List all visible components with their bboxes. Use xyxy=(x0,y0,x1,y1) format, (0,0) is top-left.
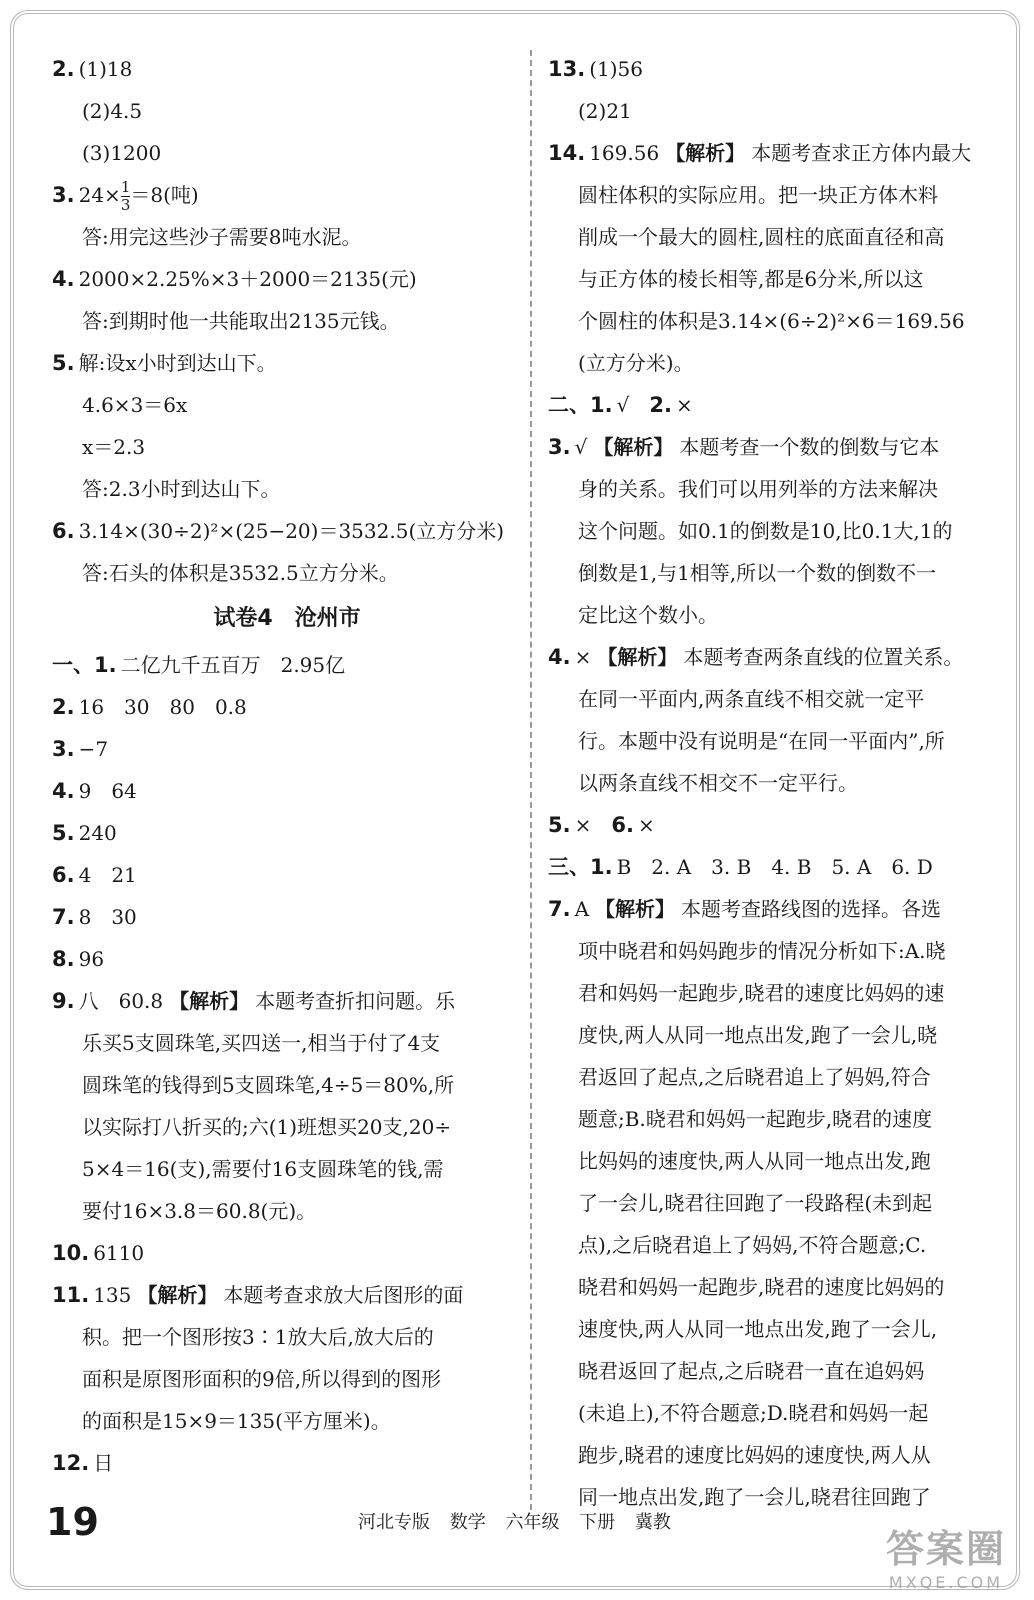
analysis-text: 本题考查求正方体内最大 xyxy=(751,141,972,165)
column-divider xyxy=(530,50,532,1510)
answer-line xyxy=(548,846,1008,888)
question-number: 7. xyxy=(548,897,571,921)
answer-text: × xyxy=(574,813,612,837)
answer-line xyxy=(548,552,1008,594)
answer-line xyxy=(548,1182,1008,1224)
answer-text: (立方分米)。 xyxy=(578,351,694,375)
question-number: 6. xyxy=(611,813,634,837)
answer-text: (2)4.5 xyxy=(82,99,143,123)
question-number: 4. xyxy=(52,779,75,803)
answer-text: 答:到期时他一共能取出2135元钱。 xyxy=(82,309,400,333)
question-number: 9. xyxy=(52,989,75,1013)
answer-line xyxy=(548,426,1008,468)
answer-text: 8 30 xyxy=(78,905,137,929)
answer-line xyxy=(548,1140,1008,1182)
answer-line xyxy=(52,174,522,216)
answer-line xyxy=(52,812,522,854)
answer-text: 倒数是1,与1相等,所以一个数的倒数不一 xyxy=(578,561,937,585)
answer-line xyxy=(52,1106,522,1148)
answer-line xyxy=(548,762,1008,804)
answer-text: 与正方体的棱长相等,都是6分米,所以这 xyxy=(578,267,924,291)
answer-text: 4 21 xyxy=(78,863,137,887)
answer-text: 速度快,两人从同一地点出发,跑了一会儿, xyxy=(578,1317,938,1341)
answer-line xyxy=(548,300,1008,342)
answer-line xyxy=(548,678,1008,720)
question-number: 6. xyxy=(52,863,75,887)
answer-line xyxy=(548,972,1008,1014)
analysis-text: 本题考查两条直线的位置关系。 xyxy=(683,645,964,669)
footer-text: 河北专版 数学 六年级 下册 冀教 xyxy=(358,1512,671,1533)
answer-line xyxy=(52,980,522,1022)
answer-text: √ xyxy=(574,435,588,459)
answer-text: 要付16×3.8＝60.8(元)。 xyxy=(82,1199,317,1223)
question-number: 2. xyxy=(52,695,75,719)
answer-line xyxy=(52,342,522,384)
answer-line xyxy=(52,1232,522,1274)
answer-line xyxy=(548,1392,1008,1434)
question-number: 2. xyxy=(649,393,672,417)
answer-text: 面积是原图形面积的9倍,所以得到的图形 xyxy=(82,1367,442,1391)
answer-text: 了一会儿,晓君往回跑了一段路程(未到起 xyxy=(578,1191,933,1215)
answer-text: 240 xyxy=(78,821,117,845)
answer-line xyxy=(548,468,1008,510)
answer-text: 削成一个最大的圆柱,圆柱的底面直径和高 xyxy=(578,225,945,249)
answer-line xyxy=(52,216,522,258)
question-number: 12. xyxy=(52,1451,90,1475)
answer-line xyxy=(548,636,1008,678)
answer-line xyxy=(52,300,522,342)
answer-line xyxy=(548,342,1008,384)
answer-text: 题意;B.晓君和妈妈一起跑步,晓君的速度 xyxy=(578,1107,933,1131)
watermark-url: MXQE.COM xyxy=(888,1573,1004,1592)
answer-text: 16 30 80 0.8 xyxy=(78,695,247,719)
answer-line xyxy=(548,1308,1008,1350)
question-number: 4. xyxy=(548,645,571,669)
answer-line xyxy=(548,48,1008,90)
answer-text: 4.6×3＝6x xyxy=(82,393,188,417)
answer-text: 点),之后晓君追上了妈妈,不符合题意;C. xyxy=(578,1233,927,1257)
answer-text: 答:石头的体积是3532.5立方分米。 xyxy=(82,561,399,585)
answer-line xyxy=(548,1224,1008,1266)
answer-line xyxy=(52,48,522,90)
answer-text: (1)56 xyxy=(589,57,643,81)
answer-line xyxy=(548,804,1008,846)
question-number: 5. xyxy=(548,813,571,837)
answer-text: A xyxy=(574,897,590,921)
question-number: 3. xyxy=(52,183,75,207)
answer-line xyxy=(52,90,522,132)
answer-line xyxy=(548,384,1008,426)
question-number: 5. xyxy=(52,351,75,375)
answer-line xyxy=(52,1148,522,1190)
answer-text: 9 64 xyxy=(78,779,137,803)
answer-line xyxy=(548,888,1008,930)
answer-text: B 2. A 3. B 4. B 5. A 6. D xyxy=(616,855,933,879)
answer-line xyxy=(52,770,522,812)
answer-text: (未追上),不符合题意;D.晓君和妈妈一起 xyxy=(578,1401,929,1425)
answer-text: 晓君返回了起点,之后晓君一直在追妈妈 xyxy=(578,1359,925,1383)
analysis-text: 本题考查路线图的选择。各选 xyxy=(681,897,942,921)
answer-line xyxy=(52,938,522,980)
answer-line xyxy=(52,1442,522,1484)
answer-text: 同一地点出发,跑了一会儿,晓君往回跑了 xyxy=(578,1485,931,1509)
answer-text: 圆珠笔的钱得到5支圆珠笔,4÷5＝80%,所 xyxy=(82,1073,455,1097)
answer-line xyxy=(548,90,1008,132)
answer-text: 答:用完这些沙子需要8吨水泥。 xyxy=(82,225,362,249)
answer-text: 跑步,晓君的速度比妈妈的速度快,两人从 xyxy=(578,1443,931,1467)
answer-text: 日 xyxy=(93,1451,114,1475)
question-number: 2. xyxy=(52,57,75,81)
answer-line xyxy=(52,258,522,300)
answer-text: 5×4＝16(支),需要付16支圆珠笔的钱,需 xyxy=(82,1157,444,1181)
answer-line xyxy=(548,594,1008,636)
answer-text: (3)1200 xyxy=(82,141,162,165)
answer-line xyxy=(548,216,1008,258)
answer-line xyxy=(52,468,522,510)
watermark xyxy=(886,1518,1006,1592)
answer-text: 3.14×(30÷2)²×(25−20)＝3532.5(立方分米) xyxy=(78,519,505,543)
answer-text: 169.56 xyxy=(589,141,660,165)
answer-line xyxy=(52,132,522,174)
answer-line xyxy=(52,1400,522,1442)
answer-text: 定比这个数小。 xyxy=(578,603,718,627)
answer-line xyxy=(548,1434,1008,1476)
question-number: 11. xyxy=(52,1283,90,1307)
answer-line xyxy=(52,510,522,552)
answer-text: 项中晓君和妈妈跑步的情况分析如下:A.晓 xyxy=(578,939,946,963)
answer-line xyxy=(52,1316,522,1358)
answer-text: 身的关系。我们可以用列举的方法来解决 xyxy=(578,477,938,501)
answer-text: 这个问题。如0.1的倒数是10,比0.1大,1的 xyxy=(578,519,953,543)
question-number: 3. xyxy=(548,435,571,459)
answer-line xyxy=(52,686,522,728)
answer-line xyxy=(52,1274,522,1316)
formula-text: ＝8(吨) xyxy=(130,183,199,207)
answer-text: 2000×2.25%×3＋2000＝2135(元) xyxy=(78,267,417,291)
analysis-tag: 【解析】 xyxy=(593,435,674,459)
answer-line xyxy=(548,720,1008,762)
answer-line xyxy=(52,728,522,770)
answer-line xyxy=(52,426,522,468)
analysis-tag: 【解析】 xyxy=(169,989,250,1013)
answer-text: 君返回了起点,之后晓君追上了妈妈,符合 xyxy=(578,1065,931,1089)
answer-line xyxy=(52,384,522,426)
analysis-text: 本题考查折扣问题。乐 xyxy=(255,989,456,1013)
answer-text: 答:2.3小时到达山下。 xyxy=(82,477,281,501)
fraction-denominator: 3 xyxy=(120,196,131,214)
answer-line xyxy=(548,1266,1008,1308)
answer-text: 乐买5支圆珠笔,买四送一,相当于付了4支 xyxy=(82,1031,441,1055)
answer-text: 135 xyxy=(93,1283,132,1307)
answer-text: × xyxy=(574,645,592,669)
answer-text: 个圆柱的体积是3.14×(6÷2)²×6＝169.56 xyxy=(578,309,965,333)
answer-text: 度快,两人从同一地点出发,跑了一会儿,晓 xyxy=(578,1023,938,1047)
answer-text: 以实际打八折买的;六(1)班想买20支,20÷ xyxy=(82,1115,452,1139)
answer-text: 在同一平面内,两条直线不相交就一定平 xyxy=(578,687,925,711)
answer-line xyxy=(548,930,1008,972)
analysis-text: 本题考查一个数的倒数与它本 xyxy=(679,435,940,459)
analysis-tag: 【解析】 xyxy=(595,897,676,921)
question-number: 7. xyxy=(52,905,75,929)
answer-text: × xyxy=(637,813,655,837)
answer-text: 以两条直线不相交不一定平行。 xyxy=(578,771,858,795)
question-number: 10. xyxy=(52,1241,90,1265)
answer-text: 比妈妈的速度快,两人从同一地点出发,跑 xyxy=(578,1149,931,1173)
fraction-numerator: 1 xyxy=(120,178,131,196)
analysis-tag: 【解析】 xyxy=(597,645,678,669)
answer-text: 晓君和妈妈一起跑步,晓君的速度比妈妈的 xyxy=(578,1275,945,1299)
answer-text: 6110 xyxy=(93,1241,145,1265)
answer-line xyxy=(52,854,522,896)
answer-text: √ xyxy=(616,393,650,417)
question-number: 14. xyxy=(548,141,586,165)
page-number: 19 xyxy=(46,1500,99,1544)
question-number: 4. xyxy=(52,267,75,291)
answer-text: 96 xyxy=(78,947,105,971)
answer-line xyxy=(52,552,522,594)
watermark-title: 答案圈 xyxy=(885,1527,1006,1571)
answer-text: −7 xyxy=(78,737,109,761)
answer-text: 圆柱体积的实际应用。把一块正方体木料 xyxy=(578,183,938,207)
answer-text: × xyxy=(675,393,693,417)
question-number: 三、1. xyxy=(548,855,613,879)
question-number: 5. xyxy=(52,821,75,845)
answer-text: 君和妈妈一起跑步,晓君的速度比妈妈的速 xyxy=(578,981,945,1005)
fraction xyxy=(121,179,131,214)
analysis-tag: 【解析】 xyxy=(665,141,746,165)
answer-line xyxy=(548,132,1008,174)
answer-line xyxy=(548,1098,1008,1140)
answer-text: 八 60.8 xyxy=(78,989,164,1013)
answer-text: 的面积是15×9＝135(平方厘米)。 xyxy=(82,1409,391,1433)
answer-text: (1)18 xyxy=(78,57,133,81)
answer-line xyxy=(548,1350,1008,1392)
answer-text: x＝2.3 xyxy=(82,435,146,459)
question-number: 一、1. xyxy=(52,653,117,677)
question-number: 3. xyxy=(52,737,75,761)
left-column xyxy=(52,48,522,1484)
answer-text: 解:设x小时到达山下。 xyxy=(78,351,277,375)
answer-line xyxy=(52,644,522,686)
answer-line xyxy=(52,1190,522,1232)
answer-line xyxy=(548,510,1008,552)
section-title: 试卷4 沧州市 xyxy=(213,606,361,631)
answer-line xyxy=(548,258,1008,300)
answer-text: 行。本题中没有说明是“在同一平面内”,所 xyxy=(578,729,945,753)
answer-text: 二亿九千五百万 2.95亿 xyxy=(120,653,346,677)
formula-text: 24× xyxy=(78,183,121,207)
question-number: 8. xyxy=(52,947,75,971)
answer-line xyxy=(52,1064,522,1106)
answer-text: 积。把一个图形按3∶1放大后,放大后的 xyxy=(82,1325,434,1349)
answer-line xyxy=(548,1056,1008,1098)
answer-text: (2)21 xyxy=(578,99,632,123)
answer-line xyxy=(548,174,1008,216)
answer-line xyxy=(548,1014,1008,1056)
answer-line xyxy=(52,1358,522,1400)
analysis-tag: 【解析】 xyxy=(137,1283,218,1307)
answer-line xyxy=(52,1022,522,1064)
question-number: 二、1. xyxy=(548,393,613,417)
answer-line xyxy=(52,896,522,938)
question-number: 6. xyxy=(52,519,75,543)
right-column xyxy=(548,48,1008,1518)
analysis-text: 本题考查求放大后图形的面 xyxy=(223,1283,464,1307)
question-number: 13. xyxy=(548,57,586,81)
